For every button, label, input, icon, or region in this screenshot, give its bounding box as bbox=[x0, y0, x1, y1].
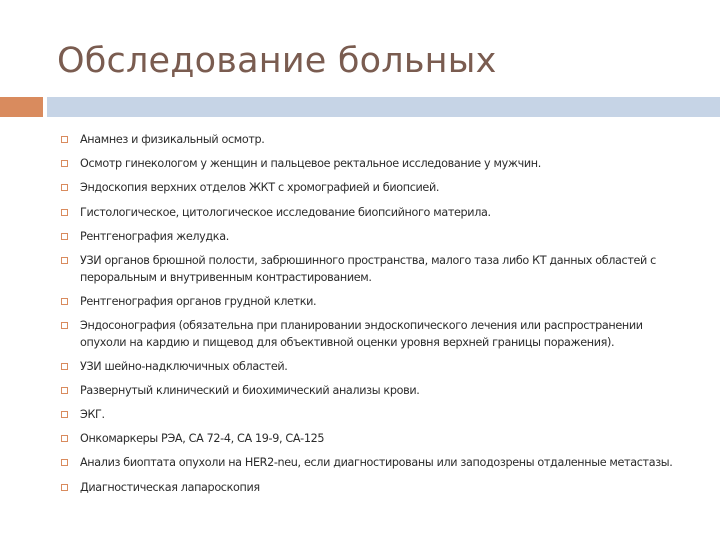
bullet-text: Эндоскопия верхних отделов ЖКТ с хромографией и биопсией. bbox=[80, 181, 440, 195]
hollow-square-bullet-icon bbox=[61, 184, 68, 191]
bullet-text: Диагностическая лапароскопия bbox=[80, 480, 260, 494]
bullet-item bbox=[59, 253, 689, 286]
bullet-text: Осмотр гинекологом у женщин и пальцевое ректальное исследование у мужчин. bbox=[80, 157, 541, 171]
hollow-square-bullet-icon bbox=[61, 411, 68, 418]
bullet-item bbox=[59, 229, 689, 246]
bullet-text: ЭКГ. bbox=[80, 408, 105, 422]
bullet-list bbox=[59, 132, 689, 504]
bullet-item bbox=[59, 156, 689, 173]
bullet-item bbox=[59, 180, 689, 197]
hollow-square-bullet-icon bbox=[61, 459, 68, 466]
hollow-square-bullet-icon bbox=[61, 387, 68, 394]
bullet-item bbox=[59, 359, 689, 376]
bullet-text: Анамнез и физикальный осмотр. bbox=[80, 133, 265, 146]
bullet-text: Эндосонография (обязательна при планировании эндоскопического лечения или распространении опухоли на кардию и пищевод для объективной оценки уровня верхней границы поражения). bbox=[80, 318, 643, 349]
hollow-square-bullet-icon bbox=[61, 160, 68, 167]
title-accent-bar bbox=[0, 97, 43, 117]
hollow-square-bullet-icon bbox=[61, 136, 68, 143]
hollow-square-bullet-icon bbox=[61, 322, 68, 329]
hollow-square-bullet-icon bbox=[61, 298, 68, 305]
bullet-item bbox=[59, 455, 689, 472]
hollow-square-bullet-icon bbox=[61, 363, 68, 370]
title-divider-bar bbox=[47, 97, 720, 117]
bullet-text: УЗИ органов брюшной полости, забрюшинного пространства, малого таза либо КТ данных областей с пероральным и внутривенным контрастированием. bbox=[80, 253, 656, 284]
hollow-square-bullet-icon bbox=[61, 209, 68, 216]
bullet-text: Гистологическое, цитологическое исследование биопсийного материла. bbox=[80, 205, 491, 219]
bullet-text: Развернутый клинический и биохимический анализы крови. bbox=[80, 383, 420, 397]
bullet-item bbox=[59, 407, 689, 424]
bullet-text: УЗИ шейно-надключичных областей. bbox=[80, 359, 288, 373]
bullet-item bbox=[59, 132, 689, 149]
hollow-square-bullet-icon bbox=[61, 435, 68, 442]
hollow-square-bullet-icon bbox=[61, 484, 68, 491]
bullet-item bbox=[59, 383, 689, 400]
bullet-text: Онкомаркеры РЭА, СА 72-4, СА 19-9, СА-125 bbox=[80, 432, 325, 446]
bullet-item bbox=[59, 294, 689, 311]
bullet-item bbox=[59, 480, 689, 497]
hollow-square-bullet-icon bbox=[61, 233, 68, 240]
bullet-text: Анализ биоптата опухоли на HER2-neu, если диагностированы или заподозрены отдаленные метастазы. bbox=[80, 456, 673, 470]
bullet-item bbox=[59, 318, 689, 351]
hollow-square-bullet-icon bbox=[61, 257, 68, 264]
bullet-text: Рентгенография органов грудной клетки. bbox=[80, 294, 317, 308]
bullet-text: Рентгенография желудка. bbox=[80, 229, 229, 243]
bullet-item bbox=[59, 431, 689, 448]
slide-title: Обследование больных bbox=[57, 41, 497, 81]
bullet-item bbox=[59, 205, 689, 222]
